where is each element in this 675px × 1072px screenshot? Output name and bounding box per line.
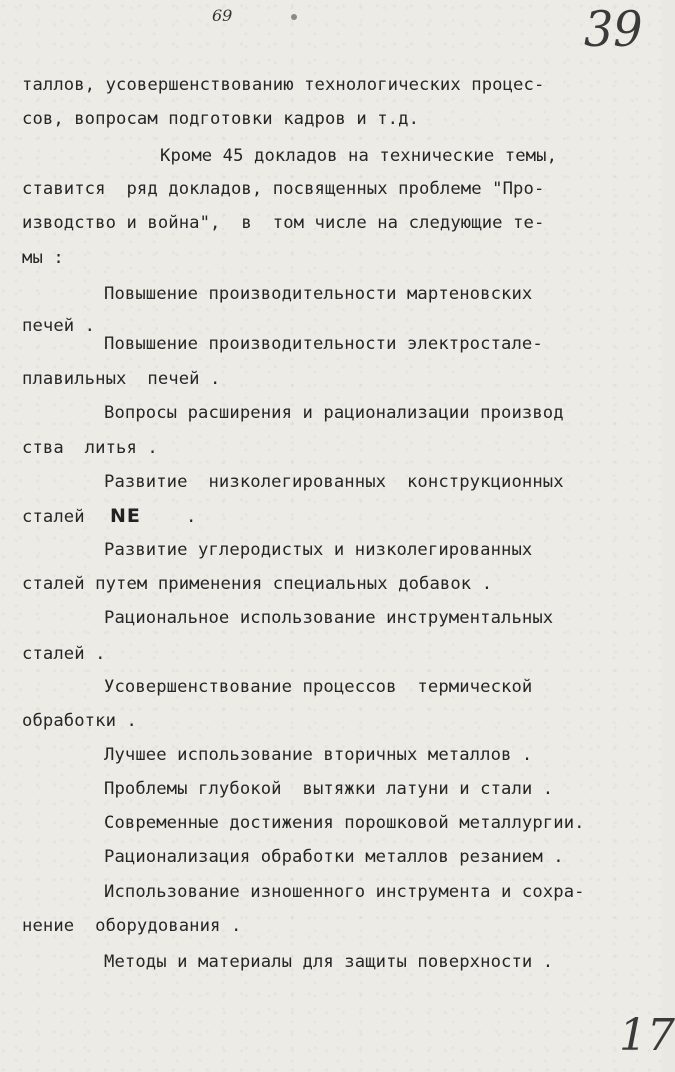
list-item-continuation: сталей . bbox=[22, 644, 106, 664]
list-item: Развитие низколегированных конструкционных bbox=[104, 472, 564, 492]
text-line: таллов, усовершенствованию технологических процес- bbox=[22, 75, 545, 95]
text-line: Кроме 45 докладов на технические темы, bbox=[160, 146, 558, 166]
list-item-end-dot: . bbox=[186, 507, 197, 527]
list-item-continuation: плавильных печей . bbox=[22, 369, 221, 389]
list-item: Вопросы расширения и рационализации производ bbox=[104, 403, 564, 423]
list-item: Рациональное использование инструментальных bbox=[104, 608, 554, 628]
list-item-continuation: печей . bbox=[22, 316, 96, 336]
list-item: Методы и материалы для защиты поверхности . bbox=[104, 952, 554, 972]
list-item: Использование изношенного инструмента и сохра- bbox=[104, 882, 585, 902]
list-item-continuation: нение оборудования . bbox=[22, 916, 242, 936]
text-line: сов, вопросам подготовки кадров и т.д. bbox=[22, 109, 420, 129]
folio-number-bottom: 17 bbox=[619, 1010, 675, 1061]
page-number-top: 69 bbox=[212, 6, 233, 25]
list-item-continuation: обработки . bbox=[22, 711, 137, 731]
list-item: Рационализация обработки металлов резанием . bbox=[104, 847, 564, 867]
list-item: Усовершенствование процессов термической bbox=[104, 677, 533, 697]
handwritten-note: NE bbox=[110, 505, 141, 527]
list-item: Повышение производительности электростале- bbox=[104, 334, 543, 354]
text-line: мы : bbox=[22, 248, 64, 268]
folio-number: 39 bbox=[584, 0, 643, 58]
list-item-continuation: сталей bbox=[22, 507, 85, 527]
list-item: Современные достижения порошковой металлургии. bbox=[104, 813, 585, 833]
list-item: Повышение производительности мартеновских bbox=[104, 284, 533, 304]
list-item: Лучшее использование вторичных металлов . bbox=[104, 745, 533, 765]
punch-hole-mark bbox=[291, 14, 297, 20]
list-item: Развитие углеродистых и низколегированных bbox=[104, 540, 533, 560]
list-item: Проблемы глубокой вытяжки латуни и стали . bbox=[104, 779, 554, 799]
text-line: ставится ряд докладов, посвященных проблеме "Про- bbox=[22, 179, 545, 199]
list-item-continuation: ства литья . bbox=[22, 438, 158, 458]
list-item-continuation: сталей путем применения специальных добавок . bbox=[22, 574, 493, 594]
text-line: изводство и война", в том числе на следующие те- bbox=[22, 213, 545, 233]
